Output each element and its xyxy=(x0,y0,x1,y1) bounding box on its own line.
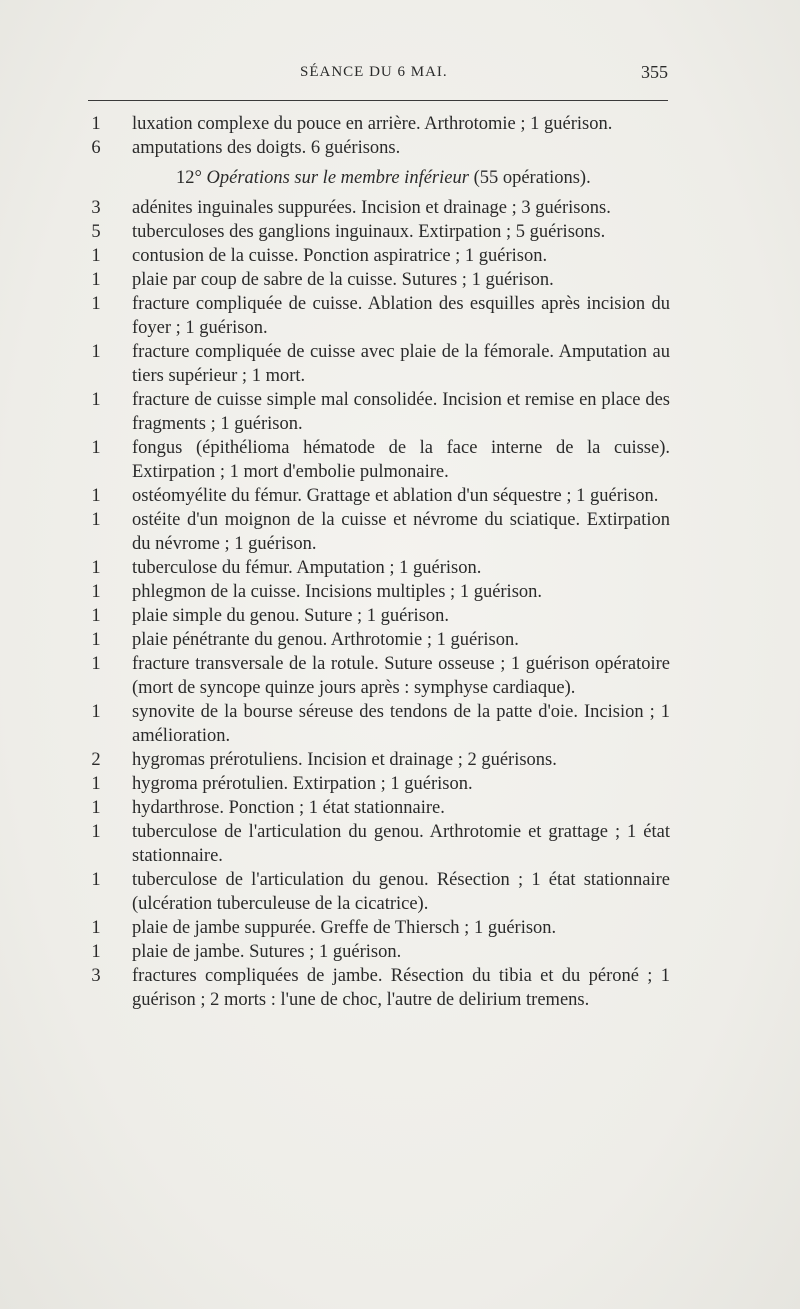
entry-text: fracture de cuisse simple mal consolidée. Incision et remise en place des fragments ; 1 guérison. xyxy=(132,390,670,434)
body-text xyxy=(88,112,670,1012)
entry-count: 1 xyxy=(91,510,101,530)
entry-count: 1 xyxy=(91,114,101,134)
entry-text: fracture compliquée de cuisse avec plaie de la fémorale. Amputation au tiers supérieur ; 1 mort. xyxy=(132,342,670,386)
entry-count: 1 xyxy=(91,918,101,938)
entry-count: 1 xyxy=(91,702,101,722)
entry-count: 1 xyxy=(91,246,101,266)
entry-count: 1 xyxy=(91,390,101,410)
entry-text: tuberculose de l'articulation du genou. Arthrotomie et grattage ; 1 état stationnaire. xyxy=(132,822,670,866)
list-item xyxy=(88,628,670,652)
entry-text: contusion de la cuisse. Ponction aspiratrice ; 1 guérison. xyxy=(132,246,548,266)
entry-count: 1 xyxy=(91,438,101,458)
list-item xyxy=(88,292,670,340)
running-head xyxy=(88,62,668,88)
header-rule xyxy=(88,100,668,101)
list-item xyxy=(88,652,670,700)
list-item xyxy=(88,136,670,160)
entry-text: tuberculose de l'articulation du genou. Résection ; 1 état stationnaire (ulcération tuberculeuse de la cicatrice). xyxy=(132,870,670,914)
entry-text: luxation complexe du pouce en arrière. Arthrotomie ; 1 guérison. xyxy=(132,114,613,134)
entry-count: 1 xyxy=(91,294,101,314)
section-number: 12° xyxy=(176,168,202,188)
entry-count: 1 xyxy=(91,870,101,890)
section-title: Opérations sur le membre inférieur xyxy=(206,168,469,188)
entry-text: fracture compliquée de cuisse. Ablation des esquilles après incision du foyer ; 1 guérison. xyxy=(132,294,670,338)
entry-text: synovite de la bourse séreuse des tendons de la patte d'oie. Incision ; 1 amélioration. xyxy=(132,702,670,746)
entry-text: plaie de jambe suppurée. Greffe de Thiersch ; 1 guérison. xyxy=(132,918,557,938)
entry-text: fongus (épithélioma hématode de la face interne de la cuisse). Extirpation ; 1 mort d'embolie pulmonaire. xyxy=(132,438,670,482)
list-item xyxy=(88,796,670,820)
section-count: (55 opérations). xyxy=(473,168,591,188)
entry-count: 1 xyxy=(91,654,101,674)
page-number: 355 xyxy=(641,62,668,82)
list-item xyxy=(88,388,670,436)
entry-count: 3 xyxy=(91,198,101,218)
list-item xyxy=(88,580,670,604)
entry-text: hygroma prérotulien. Extirpation ; 1 guérison. xyxy=(132,774,473,794)
entry-count: 1 xyxy=(91,630,101,650)
entry-count: 1 xyxy=(91,798,101,818)
entry-count: 1 xyxy=(91,822,101,842)
entry-text: plaie de jambe. Sutures ; 1 guérison. xyxy=(132,942,402,962)
list-item xyxy=(88,220,670,244)
entry-text: tuberculoses des ganglions inguinaux. Extirpation ; 5 guérisons. xyxy=(132,222,606,242)
entry-text: amputations des doigts. 6 guérisons. xyxy=(132,138,401,158)
list-item xyxy=(88,112,670,136)
entry-text: plaie pénétrante du genou. Arthrotomie ; 1 guérison. xyxy=(132,630,519,650)
entry-count: 1 xyxy=(91,774,101,794)
entry-text: phlegmon de la cuisse. Incisions multiples ; 1 guérison. xyxy=(132,582,543,602)
list-item xyxy=(88,340,670,388)
entry-count: 1 xyxy=(91,558,101,578)
entry-count: 1 xyxy=(91,582,101,602)
entry-count: 2 xyxy=(91,750,101,770)
list-item xyxy=(88,484,670,508)
entry-count: 3 xyxy=(91,966,101,986)
entry-count: 1 xyxy=(91,606,101,626)
entry-count: 1 xyxy=(91,270,101,290)
list-item xyxy=(88,940,670,964)
list-item xyxy=(88,244,670,268)
entry-count: 1 xyxy=(91,342,101,362)
entries-list xyxy=(88,196,670,1012)
list-item xyxy=(88,604,670,628)
entry-count: 5 xyxy=(91,222,101,242)
entry-text: hydarthrose. Ponction ; 1 état stationnaire. xyxy=(132,798,445,818)
list-item xyxy=(88,772,670,796)
list-item xyxy=(88,748,670,772)
entry-text: tuberculose du fémur. Amputation ; 1 guérison. xyxy=(132,558,482,578)
entry-text: fractures compliquées de jambe. Résection du tibia et du péroné ; 1 guérison ; 2 morts : l'une de choc, l'autre de delirium tremens. xyxy=(132,966,670,1010)
entry-count: 1 xyxy=(91,486,101,506)
list-item xyxy=(88,436,670,484)
list-item xyxy=(88,868,670,916)
list-item xyxy=(88,196,670,220)
running-title: SÉANCE DU 6 MAI. xyxy=(300,64,448,80)
list-item xyxy=(88,700,670,748)
entry-count: 1 xyxy=(91,942,101,962)
entry-text: ostéomyélite du fémur. Grattage et ablation d'un séquestre ; 1 guérison. xyxy=(132,486,659,506)
entry-text: adénites inguinales suppurées. Incision et drainage ; 3 guérisons. xyxy=(132,198,611,218)
entry-text: ostéite d'un moignon de la cuisse et névrome du sciatique. Extirpation du névrome ; 1 guérison. xyxy=(132,510,670,554)
list-item xyxy=(88,268,670,292)
entry-text: fracture transversale de la rotule. Suture osseuse ; 1 guérison opératoire (mort de syncope quinze jours après : symphyse cardiaque). xyxy=(132,654,670,698)
entry-text: plaie simple du genou. Suture ; 1 guérison. xyxy=(132,606,450,626)
entries-before-section xyxy=(88,112,670,160)
entry-text: plaie par coup de sabre de la cuisse. Sutures ; 1 guérison. xyxy=(132,270,554,290)
list-item xyxy=(88,964,670,1012)
section-heading xyxy=(88,166,670,190)
list-item xyxy=(88,508,670,556)
list-item xyxy=(88,556,670,580)
entry-text: hygromas prérotuliens. Incision et drainage ; 2 guérisons. xyxy=(132,750,557,770)
entry-count: 6 xyxy=(91,138,101,158)
list-item xyxy=(88,916,670,940)
list-item xyxy=(88,820,670,868)
